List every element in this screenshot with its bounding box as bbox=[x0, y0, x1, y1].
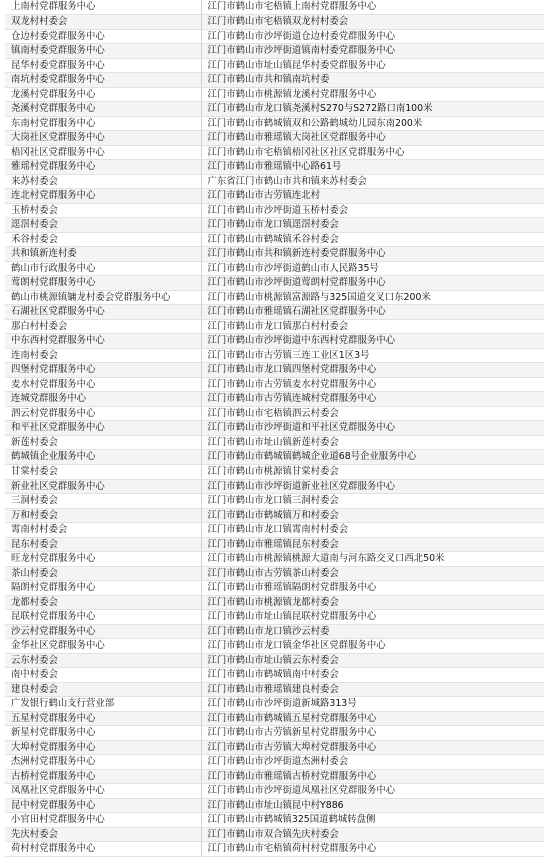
service-center-name: 龙都村委会 bbox=[5, 595, 201, 610]
service-center-name: 双龙村村委会 bbox=[5, 15, 201, 30]
service-center-address: 江门市鹤山市雅瑶镇大岗社区党群服务中心 bbox=[201, 131, 544, 146]
service-center-address: 江门市鹤山市古劳镇连北村 bbox=[201, 189, 544, 204]
service-center-address: 江门市鹤山市古劳镇茶山村委会 bbox=[201, 566, 544, 581]
table-row bbox=[5, 15, 544, 30]
service-center-name: 新业社区党群服务中心 bbox=[5, 479, 201, 494]
service-center-name: 隔朗村党群服务中心 bbox=[5, 581, 201, 596]
service-center-name: 石湖社区党群服务中心 bbox=[5, 305, 201, 320]
table-row bbox=[5, 44, 544, 59]
service-center-address: 江门市鹤山市雅瑶镇建良村委会 bbox=[201, 682, 544, 697]
service-center-address: 江门市鹤山市龙口镇金华社区党群服务中心 bbox=[201, 639, 544, 654]
table-row bbox=[5, 450, 544, 465]
table-row bbox=[5, 668, 544, 683]
service-center-name: 古桥村党群服务中心 bbox=[5, 769, 201, 784]
service-center-address: 江门市鹤山市鹤城镇五星村党群服务中心 bbox=[201, 711, 544, 726]
table-row bbox=[5, 711, 544, 726]
service-center-address: 江门市鹤山市鹤城镇325国道鹤城转盘侧 bbox=[201, 813, 544, 828]
service-center-name: 龙溪村党群服务中心 bbox=[5, 87, 201, 102]
service-center-address: 江门市鹤山市宅梧镇荷村村党群服务中心 bbox=[201, 842, 544, 857]
service-center-address: 江门市鹤山市沙坪街道新业社区党群服务中心 bbox=[201, 479, 544, 494]
service-center-name: 连城党群服务中心 bbox=[5, 392, 201, 407]
table-row bbox=[5, 610, 544, 625]
table-row bbox=[5, 726, 544, 741]
table-row bbox=[5, 494, 544, 509]
service-center-name: 那白村村委会 bbox=[5, 319, 201, 334]
service-center-address: 江门市鹤山市沙坪街道和平社区党群服务中心 bbox=[201, 421, 544, 436]
table-row bbox=[5, 798, 544, 813]
table-row bbox=[5, 639, 544, 654]
service-center-name: 小官田村党群服务中心 bbox=[5, 813, 201, 828]
table-row bbox=[5, 29, 544, 44]
service-center-name: 上南村党群服务中心 bbox=[5, 0, 201, 15]
service-center-name: 共和镇新连村委 bbox=[5, 247, 201, 262]
table-row bbox=[5, 102, 544, 117]
service-center-address: 江门市鹤山市桃源镇富源路与325国道交叉口东200米 bbox=[201, 290, 544, 305]
service-center-name: 先庆村委会 bbox=[5, 827, 201, 842]
service-center-address: 江门市鹤山市桃源镇甘棠村委会 bbox=[201, 465, 544, 480]
service-center-name: 南坑村委党群服务中心 bbox=[5, 73, 201, 88]
table-row bbox=[5, 755, 544, 770]
table-row bbox=[5, 827, 544, 842]
service-center-address: 江门市鹤山市古劳镇三连工业区1区3号 bbox=[201, 348, 544, 363]
service-center-name: 梧冈社区党群服务中心 bbox=[5, 145, 201, 160]
service-center-name: 广发银行鹤山支行营业部 bbox=[5, 697, 201, 712]
table-row bbox=[5, 682, 544, 697]
service-center-name: 昆中村党群服务中心 bbox=[5, 798, 201, 813]
service-center-name: 昆联村党群服务中心 bbox=[5, 610, 201, 625]
service-center-name: 霄南村村委会 bbox=[5, 523, 201, 538]
table-row bbox=[5, 0, 544, 15]
service-center-address: 江门市鹤山市宅梧镇梧冈社区社区党群服务中心 bbox=[201, 145, 544, 160]
service-center-name: 鹤山市桃源镇镛龙村委会党群服务中心 bbox=[5, 290, 201, 305]
service-center-name: 连南村委会 bbox=[5, 348, 201, 363]
service-center-address: 江门市鹤山市沙坪街道杰洲村委会 bbox=[201, 755, 544, 770]
address-table-container bbox=[5, 0, 544, 857]
service-center-name: 荷村村党群服务中心 bbox=[5, 842, 201, 857]
service-center-name: 麦水村党群服务中心 bbox=[5, 377, 201, 392]
service-center-address: 江门市鹤山市古劳镇大埠村党群服务中心 bbox=[201, 740, 544, 755]
table-row bbox=[5, 218, 544, 233]
table-row bbox=[5, 624, 544, 639]
service-center-name: 来苏村委会 bbox=[5, 174, 201, 189]
address-table bbox=[5, 0, 544, 857]
service-center-address: 江门市鹤山市鹤城镇万和村委会 bbox=[201, 508, 544, 523]
service-center-address: 江门市鹤山市鹤城镇南中村委会 bbox=[201, 668, 544, 683]
table-row bbox=[5, 203, 544, 218]
table-row bbox=[5, 421, 544, 436]
service-center-name: 云东村委会 bbox=[5, 653, 201, 668]
service-center-address: 江门市鹤山市共和镇南坑村委 bbox=[201, 73, 544, 88]
table-row bbox=[5, 87, 544, 102]
table-row bbox=[5, 305, 544, 320]
service-center-name: 三洞村委会 bbox=[5, 494, 201, 509]
service-center-name: 和平社区党群服务中心 bbox=[5, 421, 201, 436]
service-center-address: 江门市鹤山市沙坪街道新城路313号 bbox=[201, 697, 544, 712]
service-center-address: 江门市鹤山市共和镇新连村委党群服务中心 bbox=[201, 247, 544, 262]
service-center-name: 仓边村委党群服务中心 bbox=[5, 29, 201, 44]
table-row bbox=[5, 537, 544, 552]
table-row bbox=[5, 232, 544, 247]
service-center-address: 江门市鹤山市址山镇新莲村委会 bbox=[201, 435, 544, 450]
service-center-name: 中东西村党群服务中心 bbox=[5, 334, 201, 349]
service-center-address: 江门市鹤山市址山镇昆中村Y886 bbox=[201, 798, 544, 813]
service-center-address: 江门市鹤山市址山镇昆联村党群服务中心 bbox=[201, 610, 544, 625]
table-row bbox=[5, 479, 544, 494]
service-center-name: 鹤城镇企业服务中心 bbox=[5, 450, 201, 465]
service-center-name: 大埠村党群服务中心 bbox=[5, 740, 201, 755]
service-center-address: 江门市鹤山市龙口镇沙云村委 bbox=[201, 624, 544, 639]
service-center-name: 泗云村党群服务中心 bbox=[5, 406, 201, 421]
service-center-address: 江门市鹤山市桃源镇龙都村委会 bbox=[201, 595, 544, 610]
table-row bbox=[5, 160, 544, 175]
table-row bbox=[5, 508, 544, 523]
service-center-address: 江门市鹤山市雅瑶镇石湖社区党群服务中心 bbox=[201, 305, 544, 320]
service-center-address: 江门市鹤山市古劳镇新星村党群服务中心 bbox=[201, 726, 544, 741]
table-row bbox=[5, 319, 544, 334]
table-row bbox=[5, 465, 544, 480]
service-center-name: 鹤山市行政服务中心 bbox=[5, 261, 201, 276]
service-center-address: 江门市鹤山市址山镇云东村委会 bbox=[201, 653, 544, 668]
service-center-address: 江门市鹤山市龙口镇霄南村村委会 bbox=[201, 523, 544, 538]
service-center-name: 尧溪村党群服务中心 bbox=[5, 102, 201, 117]
service-center-name: 昆东村委会 bbox=[5, 537, 201, 552]
table-row bbox=[5, 552, 544, 567]
service-center-address: 江门市鹤山市桃源镇桃源大道南与河东路交叉口西北50米 bbox=[201, 552, 544, 567]
service-center-address: 江门市鹤山市龙口镇尧溪村S270与S272路口南100米 bbox=[201, 102, 544, 117]
service-center-address: 江门市鹤山市雅瑶镇古桥村党群服务中心 bbox=[201, 769, 544, 784]
service-center-address: 江门市鹤山市沙坪街道仓边村委党群服务中心 bbox=[201, 29, 544, 44]
table-row bbox=[5, 73, 544, 88]
address-table-body bbox=[5, 0, 544, 856]
service-center-address: 江门市鹤山市雅瑶镇中心路61号 bbox=[201, 160, 544, 175]
service-center-address: 江门市鹤山市古劳镇连城村党群服务中心 bbox=[201, 392, 544, 407]
service-center-address: 江门市鹤山市雅瑶镇昆东村委会 bbox=[201, 537, 544, 552]
service-center-name: 莺朗村党群服务中心 bbox=[5, 276, 201, 291]
service-center-address: 江门市鹤山市双合镇先庆村委会 bbox=[201, 827, 544, 842]
service-center-name: 雅瑶村党群服务中心 bbox=[5, 160, 201, 175]
service-center-name: 旺龙村党群服务中心 bbox=[5, 552, 201, 567]
service-center-address: 广东省江门市鹤山市共和镇来苏村委会 bbox=[201, 174, 544, 189]
service-center-address: 江门市鹤山市沙坪街道凤凰社区党群服务中心 bbox=[201, 784, 544, 799]
service-center-name: 沙云村党群服务中心 bbox=[5, 624, 201, 639]
service-center-address: 江门市鹤山市沙坪街道玉桥村委会 bbox=[201, 203, 544, 218]
table-row bbox=[5, 523, 544, 538]
service-center-address: 江门市鹤山市鹤城镇双和公路鹤城幼儿园东南200米 bbox=[201, 116, 544, 131]
service-center-address: 江门市鹤山市宅梧镇泗云村委会 bbox=[201, 406, 544, 421]
service-center-name: 万和村委会 bbox=[5, 508, 201, 523]
service-center-address: 江门市鹤山市桃源镇龙溪村党群服务中心 bbox=[201, 87, 544, 102]
table-row bbox=[5, 363, 544, 378]
service-center-address: 江门市鹤山市宅梧镇上南村党群服务中心 bbox=[201, 0, 544, 15]
table-row bbox=[5, 189, 544, 204]
service-center-name: 凤凰社区党群服务中心 bbox=[5, 784, 201, 799]
service-center-address: 江门市鹤山市龙口镇四堡村党群服务中心 bbox=[201, 363, 544, 378]
table-row bbox=[5, 334, 544, 349]
service-center-address: 江门市鹤山市龙口镇那白村村委会 bbox=[201, 319, 544, 334]
table-row bbox=[5, 247, 544, 262]
service-center-address: 江门市鹤山市址山镇昆华村委党群服务中心 bbox=[201, 58, 544, 73]
service-center-address: 江门市鹤山市沙坪街道鹤山市人民路35号 bbox=[201, 261, 544, 276]
service-center-name: 东南村党群服务中心 bbox=[5, 116, 201, 131]
service-center-name: 昆华村委党群服务中心 bbox=[5, 58, 201, 73]
service-center-name: 逕滘村委会 bbox=[5, 218, 201, 233]
table-row bbox=[5, 697, 544, 712]
table-row bbox=[5, 392, 544, 407]
service-center-name: 玉桥村委会 bbox=[5, 203, 201, 218]
service-center-name: 建良村委会 bbox=[5, 682, 201, 697]
table-row bbox=[5, 348, 544, 363]
table-row bbox=[5, 740, 544, 755]
service-center-name: 金华社区党群服务中心 bbox=[5, 639, 201, 654]
table-row bbox=[5, 174, 544, 189]
service-center-address: 江门市鹤山市鹤城镇鹤城企业道68号企业服务中心 bbox=[201, 450, 544, 465]
service-center-address: 江门市鹤山市龙口镇三洞村委会 bbox=[201, 494, 544, 509]
table-row bbox=[5, 784, 544, 799]
table-row bbox=[5, 261, 544, 276]
table-row bbox=[5, 595, 544, 610]
service-center-name: 四堡村党群服务中心 bbox=[5, 363, 201, 378]
table-row bbox=[5, 406, 544, 421]
service-center-name: 新星村党群服务中心 bbox=[5, 726, 201, 741]
table-row bbox=[5, 581, 544, 596]
service-center-name: 杰洲村党群服务中心 bbox=[5, 755, 201, 770]
service-center-name: 五星村党群服务中心 bbox=[5, 711, 201, 726]
service-center-name: 茶山村委会 bbox=[5, 566, 201, 581]
table-row bbox=[5, 813, 544, 828]
table-row bbox=[5, 769, 544, 784]
table-row bbox=[5, 290, 544, 305]
table-row bbox=[5, 653, 544, 668]
table-row bbox=[5, 566, 544, 581]
service-center-address: 江门市鹤山市沙坪街道镇南村委党群服务中心 bbox=[201, 44, 544, 59]
table-row bbox=[5, 377, 544, 392]
table-row bbox=[5, 842, 544, 857]
service-center-name: 禾谷村委会 bbox=[5, 232, 201, 247]
table-row bbox=[5, 58, 544, 73]
service-center-name: 南中村委会 bbox=[5, 668, 201, 683]
service-center-address: 江门市鹤山市鹤城镇禾谷村委会 bbox=[201, 232, 544, 247]
service-center-address: 江门市鹤山市沙坪街道莺朗村党群服务中心 bbox=[201, 276, 544, 291]
table-row bbox=[5, 276, 544, 291]
service-center-name: 大岗社区党群服务中心 bbox=[5, 131, 201, 146]
service-center-name: 新莲村委会 bbox=[5, 435, 201, 450]
service-center-name: 甘棠村委会 bbox=[5, 465, 201, 480]
service-center-address: 江门市鹤山市沙坪街道中东西村党群服务中心 bbox=[201, 334, 544, 349]
table-row bbox=[5, 131, 544, 146]
table-row bbox=[5, 145, 544, 160]
service-center-address: 江门市鹤山市古劳镇麦水村党群服务中心 bbox=[201, 377, 544, 392]
table-row bbox=[5, 435, 544, 450]
service-center-address: 江门市鹤山市雅瑶镇隔朗村党群服务中心 bbox=[201, 581, 544, 596]
service-center-address: 江门市鹤山市龙口镇逕滘村委会 bbox=[201, 218, 544, 233]
service-center-name: 连北村党群服务中心 bbox=[5, 189, 201, 204]
service-center-name: 镇南村委党群服务中心 bbox=[5, 44, 201, 59]
service-center-address: 江门市鹤山市宅梧镇双龙村村委会 bbox=[201, 15, 544, 30]
table-row bbox=[5, 116, 544, 131]
